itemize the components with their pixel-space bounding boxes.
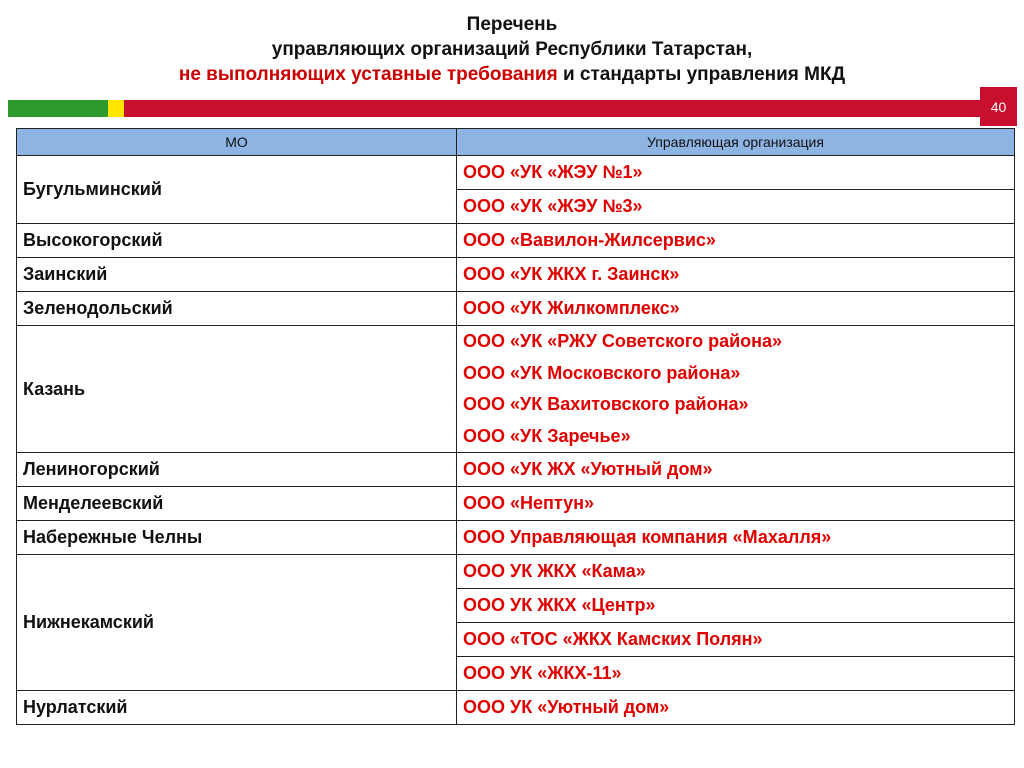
- org-cell: ООО «УК Заречье»: [457, 421, 1015, 453]
- column-header-mo: МО: [17, 129, 457, 156]
- table-header-row: [17, 129, 1015, 156]
- table-row: [17, 691, 1015, 725]
- mo-cell: Набережные Челны: [17, 521, 457, 555]
- title-line-3-rest: и стандарты управления МКД: [557, 64, 846, 85]
- mo-cell: Нижнекамский: [17, 555, 457, 691]
- table-row: [17, 258, 1015, 292]
- org-cell: ООО УК «ЖКХ-11»: [457, 657, 1015, 691]
- org-cell: ООО «Вавилон-Жилсервис»: [457, 224, 1015, 258]
- org-cell: ООО Управляющая компания «Махалля»: [457, 521, 1015, 555]
- org-cell: ООО УК ЖКХ «Кама»: [457, 555, 1015, 589]
- org-cell: ООО «УК «ЖЭУ №3»: [457, 190, 1015, 224]
- stripe-red: [124, 100, 980, 117]
- org-cell: ООО «УК ЖКХ г. Заинск»: [457, 258, 1015, 292]
- stripe-green: [8, 100, 108, 117]
- org-cell: ООО УК ЖКХ «Центр»: [457, 589, 1015, 623]
- table-row: [17, 453, 1015, 487]
- page-number: 40: [980, 87, 1017, 126]
- column-header-org: Управляющая организация: [457, 129, 1015, 156]
- org-cell: ООО «УК Жилкомплекс»: [457, 292, 1015, 326]
- table-row: [17, 224, 1015, 258]
- mo-cell: Бугульминский: [17, 156, 457, 224]
- stripe-yellow: [108, 100, 124, 117]
- management-companies-table: [16, 128, 1015, 725]
- table-row: [17, 555, 1015, 589]
- org-cell: ООО УК «Уютный дом»: [457, 691, 1015, 725]
- mo-cell: Зеленодольский: [17, 292, 457, 326]
- table-row: [17, 292, 1015, 326]
- title-line-1: Перечень: [466, 14, 558, 35]
- slide-title: [0, 12, 1024, 87]
- table-row: [17, 487, 1015, 521]
- table-row: [17, 156, 1015, 190]
- title-line-3: [0, 62, 1024, 87]
- org-cell: ООО «ТОС «ЖКХ Камских Полян»: [457, 623, 1015, 657]
- org-cell: ООО «УК Московского района»: [457, 358, 1015, 390]
- org-cell: ООО «УК ЖХ «Уютный дом»: [457, 453, 1015, 487]
- title-highlight: не выполняющих уставные требования: [178, 64, 558, 85]
- table-row: [17, 326, 1015, 358]
- mo-cell: Заинский: [17, 258, 457, 292]
- mo-cell: Менделеевский: [17, 487, 457, 521]
- mo-cell: Нурлатский: [17, 691, 457, 725]
- mo-cell: Казань: [17, 326, 457, 453]
- org-cell: ООО «УК Вахитовского района»: [457, 389, 1015, 421]
- org-cell: ООО «УК «РЖУ Советского района»: [457, 326, 1015, 358]
- title-line-2: управляющих организаций Республики Татарстан,: [271, 39, 753, 60]
- mo-cell: Высокогорский: [17, 224, 457, 258]
- table-row: [17, 521, 1015, 555]
- org-cell: ООО «Нептун»: [457, 487, 1015, 521]
- table-body: [17, 156, 1015, 725]
- org-cell: ООО «УК «ЖЭУ №1»: [457, 156, 1015, 190]
- mo-cell: Лениногорский: [17, 453, 457, 487]
